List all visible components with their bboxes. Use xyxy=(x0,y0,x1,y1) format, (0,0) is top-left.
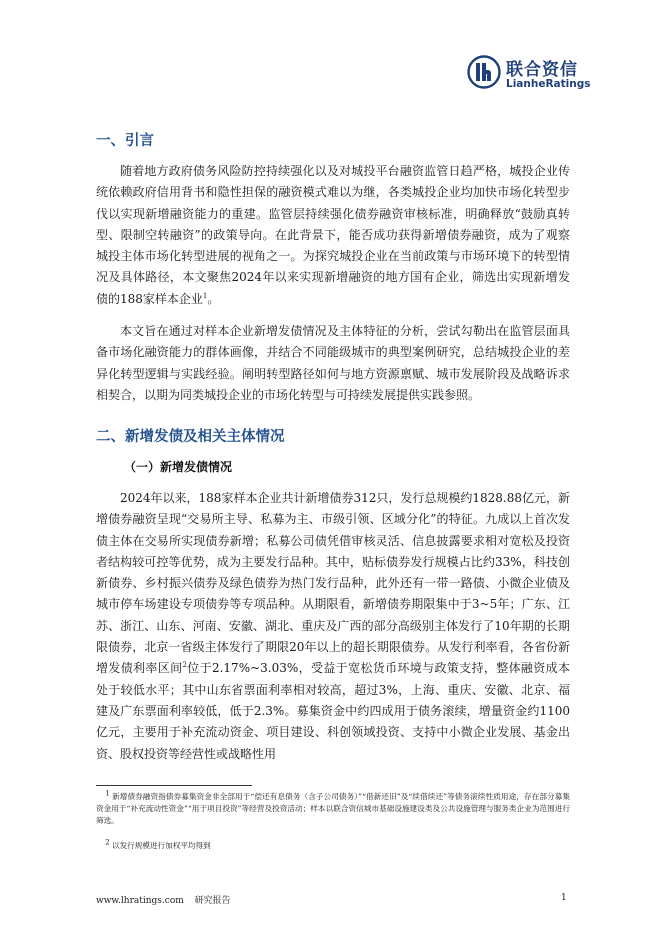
footnote-divider xyxy=(96,785,252,786)
lianhe-logo xyxy=(467,55,627,95)
footnote-2-reference: 2 xyxy=(182,661,187,670)
page-footer xyxy=(96,893,239,906)
section-2-heading: 二、新增发债及相关主体情况 xyxy=(96,429,285,445)
page-number: 1 xyxy=(561,893,567,903)
footnote-2-text: 以发行规模进行加权平均得到 xyxy=(112,841,211,850)
footnote-1 xyxy=(96,791,570,828)
logo-chinese-name: 联合资信 xyxy=(506,60,578,80)
section-1-paragraph-1-text: 随着地方政府债务风险防控持续强化以及对城投平台融资监管日趋严格，城投企业传统依赖政府信用背书和隐性担保的融资模式难以为继，各类城投企业均加快市场化转型步伐以实现新增融资能力的重建。监管层持续强化债券融资审核标准，明确释放“鼓励真转型、限制空转融资”的政策导向。在此背景下，能否成功获得新增债券融资，成为了观察城投主体市场化转型进展的视角之一。为探究城投企业在当前政策与市场环境下的转型情况及具体路径，本文聚焦2024年以来实现新增融资的地方国有企业，筛选出实现新增发债的188家样本企业 xyxy=(96,164,570,306)
section-1-paragraph-1 xyxy=(96,161,570,310)
footer-label: 研究报告 xyxy=(194,896,231,906)
section-2-subheading-1: （一）新增发债情况 xyxy=(124,460,233,474)
section-2-paragraph-1-text-b: 位于2.17%~3.03%，受益于宽松货币环境与政策支持，整体融资成本处于较低水平；其中山东省票面利率相对较高，超过3%，上海、重庆、安徽、北京、福建及广东票面利率较低，低于2.3%。募集资金中约四成用于债务滚续，增量资金约1100亿元，主要用于补充流动资金、项目建设、科创领域投资、支持中小微企业发展、基金出资、股权投资等经营性或战略性用 xyxy=(96,661,570,761)
section-2-paragraph-1 xyxy=(96,488,570,765)
section-1-heading: 一、引言 xyxy=(96,133,154,149)
footnote-2 xyxy=(96,840,570,852)
footnote-1-reference: 1 xyxy=(202,291,208,300)
lianhe-logo-mark-icon xyxy=(467,55,501,89)
section-1-paragraph-2: 本文旨在通过对样本企业新增发债情况及主体特征的分析，尝试勾勒出在监管层面具备市场化融资能力的群体画像，并结合不同能级城市的典型案例研究，总结城投企业的差异化转型逻辑与实践经验。阐明转型路径如何与地方资源禀赋、城市发展阶段及战略诉求相契合，以期为同类城投企业的市场化转型与可持续发展提供实践参照。 xyxy=(96,324,570,402)
footnote-1-mark: 1 xyxy=(105,789,110,798)
footer-url-link[interactable]: www.lhratings.com xyxy=(96,896,184,906)
logo-english-name: LianheRatings xyxy=(506,78,591,90)
section-1-paragraph-1-end: 。 xyxy=(207,291,220,306)
section-2-paragraph-1-text-a: 2024年以来，188家样本企业共计新增债券312只，发行总规模约1828.88亿元，新增债券融资呈现“交易所主导、私募为主、市级引领、区域分化”的特征。九成以上首次发债主体在交易所实现债券新增；私募公司债凭借审核灵活、信息披露要求相对宽松及投资者结构较可控等优势，成为主要发行品种。其中，贴标债券发行规模占比约33%，科技创新债券、乡村振兴债券及绿色债券为热门发行品种，此外还有一带一路债、小微企业债及城市停车场建设专项债券等专项品种。从期限看，新增债券期限集中于3~5年；广东、江苏、浙江、山东、河南、安徽、湖北、重庆及广西的部分高级别主体发行了10年期的长期限债券，北京一省级主体发行了期限20年以上的超长期限债券。从发行利率看，各省份新增发债利率区间 xyxy=(96,491,570,676)
footnote-2-mark: 2 xyxy=(105,838,110,847)
footnote-1-text: 新增债券融资指债券募集资金非全部用于“偿还有息债务（含子公司债务）”“借新还旧”及“续借续还”等债务滚续性质用途，存在部分募集资金用于“补充流动性资金”“用于项目投资”等经营及投资活动；样本以联合资信城市基础设施建设类及公共设施管理与服务类企业为范围进行筛选。 xyxy=(96,792,570,826)
